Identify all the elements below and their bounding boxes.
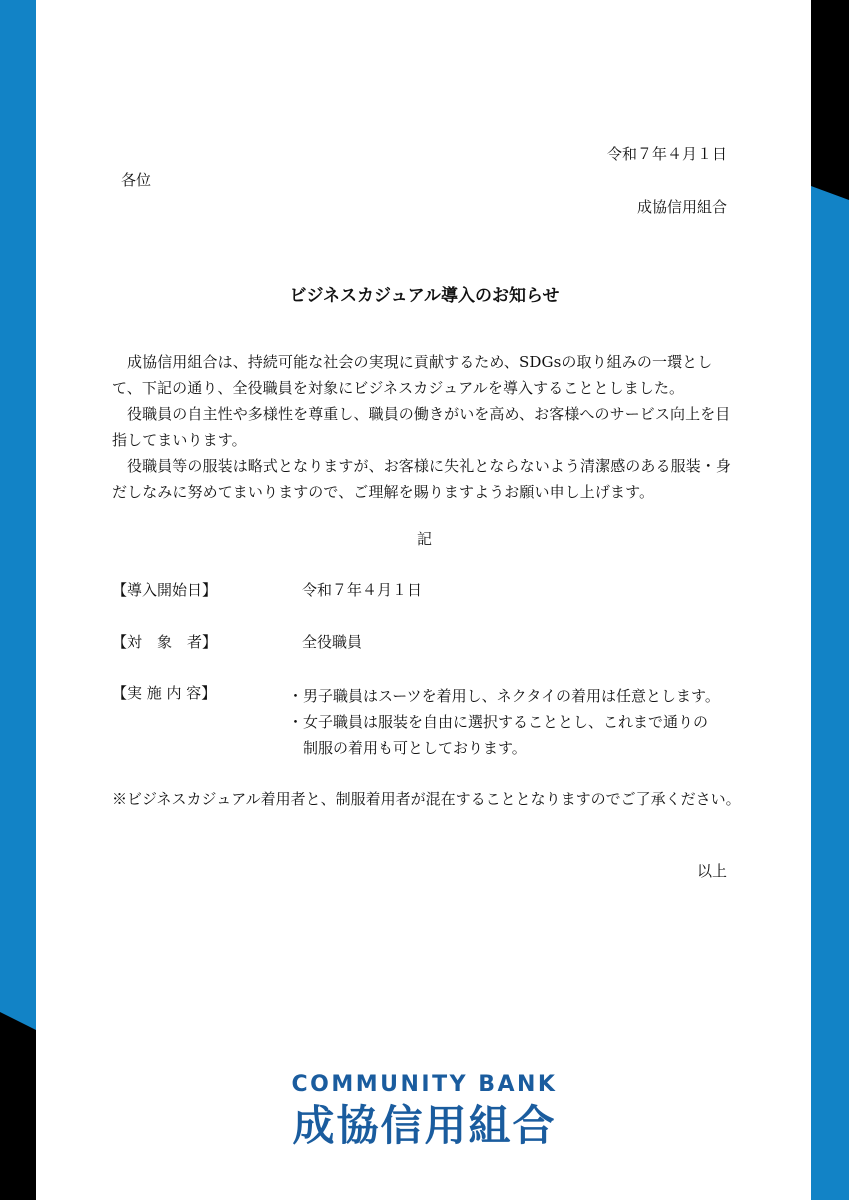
target-label: 【対 象 者】 (112, 633, 218, 651)
body-paragraph: 成協信用組合は、持続可能な社会の実現に貢献するため、SDGsの取り組みの一環として、下記の通り、全役職員を対象にビジネスカジュアルを導入することとしました。 (112, 353, 713, 397)
body-paragraph: 役職員等の服装は略式となりますが、お客様に失礼とならないよう清潔感のある服装・身だしなみに努めてまいりますので、ご理解を賜りますようお願い申し上げます。 (112, 457, 732, 501)
content-line: ・女子職員は服装を自由に選択することとし、これまで通りの (288, 713, 709, 731)
content-line: ・男子職員はスーツを着用し、ネクタイの着用は任意とします。 (288, 687, 720, 705)
logo-japanese: 成協信用組合 (292, 1101, 557, 1150)
target-value: 全役職員 (302, 633, 363, 651)
content-label: 【実 施 内 容】 (112, 684, 217, 702)
note-text: ※ビジネスカジュアル着用者と、制服着用者が混在することとなりますのでご了承ください。 (112, 790, 741, 808)
notice-title: ビジネスカジュアル導入のお知らせ (289, 286, 560, 306)
content-list (288, 683, 720, 761)
start-date-value: 令和７年４月１日 (302, 581, 423, 599)
closing-text: 以上 (696, 862, 727, 880)
sender-name: 成協信用組合 (636, 198, 727, 216)
start-date-label: 【導入開始日】 (112, 581, 218, 599)
ki-heading: 記 (416, 530, 432, 548)
notice-body (112, 349, 742, 505)
content-line: 制服の着用も可としております。 (288, 739, 527, 757)
notice-date: 令和７年４月１日 (606, 145, 727, 163)
addressee: 各位 (121, 171, 152, 189)
body-paragraph: 役職員の自主性や多様性を尊重し、職員の働きがいを高め、お客様へのサービス向上を目指してまいります。 (112, 405, 731, 449)
bank-logo (200, 1072, 649, 1152)
logo-english: COMMUNITY BANK (291, 1072, 558, 1097)
